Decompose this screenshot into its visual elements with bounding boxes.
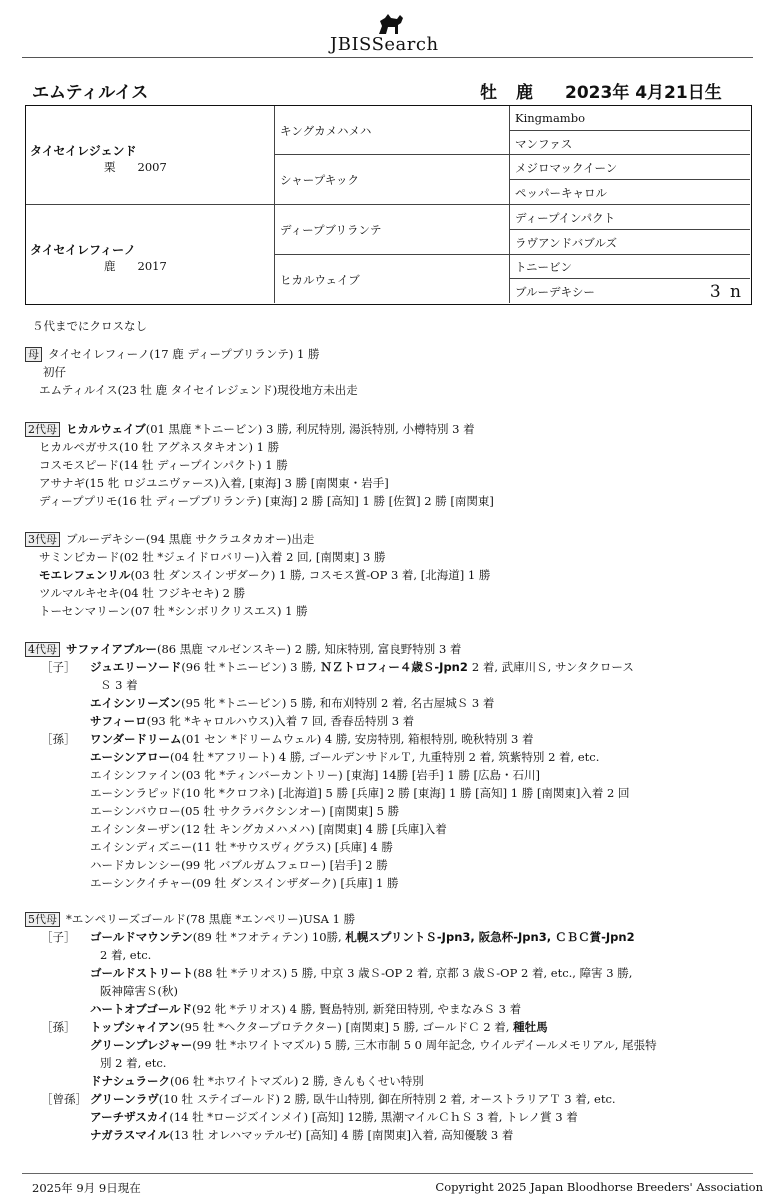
pedigree-table <box>25 105 752 305</box>
section-tag: 母 <box>25 347 42 362</box>
generation-label: ［子］ <box>41 660 76 674</box>
horse-sex: 牡 <box>480 83 497 103</box>
record-text: 別 2 着, etc. <box>100 1056 167 1070</box>
dam-section <box>25 345 755 399</box>
horse-link[interactable]: グリーンラヴ <box>90 1092 159 1106</box>
sire-year: 2007 <box>137 160 167 174</box>
horse-link[interactable]: アーチザスカイ <box>90 1110 170 1124</box>
pedigree-g3[interactable]: ブルーデキシー <box>515 285 595 299</box>
fifth-dam-section <box>25 910 755 1144</box>
list-item: アサナギ(15 牝 ロジユニヴァース)入着, [東海] 3 勝 [南関東・岩手] <box>39 476 389 490</box>
record-text: (14 牡 *ロージズインメイ) [高知] 12勝, 黒潮マイルＣｈＳ 3 着, トレノ賞 3 着 <box>169 1110 578 1124</box>
record-text: Ｓ 3 着 <box>100 678 138 692</box>
horse-birthdate: 2023年 4月21日生 <box>565 83 722 103</box>
list-item: サミンピカード(02 牡 *ジェイドロバリー)入着 2 回, [南関東] 3 勝 <box>39 550 386 564</box>
record-text: (13 牡 オレハマッテルゼ) [高知] 4 勝 [南関東]入着, 高知優駿 3 着 <box>169 1128 514 1142</box>
site-logo[interactable] <box>0 6 775 56</box>
pedigree-g2[interactable]: ヒカルウェイブ <box>280 273 360 287</box>
generation-label: ［子］ <box>41 930 76 944</box>
record-text: (99 牡 *ホワイトマズル) 5 勝, 三木市制 5 0 周年記念, ウイルデイールメモリアル, 尾張特 <box>192 1038 657 1052</box>
generation-label: ［曾孫］ <box>41 1092 87 1106</box>
stallion-mark: 種牡馬 <box>513 1020 548 1034</box>
cross-note: ５代までにクロスなし <box>32 319 147 333</box>
sire-color: 栗 <box>104 160 116 174</box>
sire-name[interactable]: タイセイレジェンド <box>30 144 137 158</box>
race-name: 札幌スプリントＳ-Jpn3, 阪急杯-Jpn3, ＣＢＣ賞-Jpn2 <box>345 930 635 944</box>
generation-label: ［孫］ <box>41 732 76 746</box>
list-item: エイシンディズニー(11 牡 *サウスヴィグラス) [兵庫] 4 勝 <box>90 840 393 854</box>
horse-logo-icon <box>376 12 406 36</box>
dam-year: 2017 <box>137 259 167 273</box>
horse-link[interactable]: ワンダードリーム <box>90 732 182 746</box>
horse-link[interactable]: トップシャイアン <box>90 1020 181 1034</box>
inbreed-mark: 3 n <box>709 282 743 302</box>
record-text: 2 着, etc. <box>100 948 152 962</box>
second-dam-section <box>25 420 755 510</box>
record-text: (03 牡 ダンスインザダーク) 1 勝, コスモス賞-OP 3 着, [北海道] 1 勝 <box>130 568 491 582</box>
list-item: ツルマルキセキ(04 牡 フジキセキ) 2 勝 <box>39 586 246 600</box>
record-text: (93 牝 *キャロルハウス)入着 7 回, 香春岳特別 3 着 <box>146 714 415 728</box>
record-text: (01 セン *ドリームウェル) 4 勝, 安房特別, 箱根特別, 晩秋特別 3 着 <box>181 732 534 746</box>
dam-line: 初仔 <box>43 365 66 379</box>
record-text: 阪神障害Ｓ(秋) <box>100 984 178 998</box>
pedigree-g3[interactable]: ディープインパクト <box>515 211 616 225</box>
pedigree-g3[interactable]: マンファス <box>515 137 573 151</box>
pedigree-g3[interactable]: メジロマックイーン <box>515 161 618 175</box>
pedigree-g3[interactable]: トニービン <box>515 260 573 274</box>
record-text: ブルーデキシー(94 黒鹿 サクラユタカオー)出走 <box>66 532 315 546</box>
horse-link[interactable]: ハートオブゴールド <box>90 1002 193 1016</box>
pedigree-g2[interactable]: シャープキック <box>280 173 360 187</box>
dam-line: エムティルイス(23 牡 鹿 タイセイレジェンド)現役地方未出走 <box>39 383 358 397</box>
list-item: コスモスピード(14 牡 ディープインパクト) 1 勝 <box>39 458 288 472</box>
record-text: (95 牡 *ヘクタープロテクター) [南関東] 5 勝, ゴールドＣ 2 着, <box>180 1020 514 1034</box>
list-item: エイシンファイン(03 牝 *ティンバーカントリー) [東海] 14勝 [岩手] 1 勝 [広島・石川] <box>90 768 540 782</box>
record-text: (04 牡 *アフリート) 4 勝, ゴールデンサドルＴ, 九重特別 2 着, 筑紫特別 2 着, etc. <box>169 750 600 764</box>
record-text: (06 牡 *ホワイトマズル) 2 勝, きんもくせい特別 <box>170 1074 424 1088</box>
race-name: ＮＺトロフィー４歳Ｓ-Jpn2 <box>316 660 472 674</box>
section-tag: 5代母 <box>25 912 60 927</box>
horse-title <box>32 78 752 102</box>
footer-date: 2025年 9月 9日現在 <box>32 1181 141 1195</box>
horse-link[interactable]: ヒカルウェイブ <box>66 422 146 436</box>
horse-link[interactable]: エーシンアロー <box>90 750 170 764</box>
list-item: トーセンマリーン(07 牡 *シンボリクリスエス) 1 勝 <box>39 604 308 618</box>
footer-copyright: Copyright 2025 Japan Bloodhorse Breeders' Association <box>435 1180 763 1194</box>
horse-link[interactable]: ゴールドストリート <box>90 966 194 980</box>
sire-cell <box>30 142 167 175</box>
horse-link[interactable]: サフィーロ <box>90 714 147 728</box>
record-text: *エンペリーズゴールド(78 黒鹿 *エンペリー)USA 1 勝 <box>66 912 356 926</box>
pedigree-g3[interactable]: Kingmambo <box>515 111 585 125</box>
dam-cell <box>30 241 167 274</box>
list-item: ヒカルペガサス(10 牡 アグネスタキオン) 1 勝 <box>39 440 280 454</box>
horse-link[interactable]: エイシンリーズン <box>90 696 182 710</box>
pedigree-g2[interactable]: ディープブリランテ <box>280 223 382 237</box>
horse-link[interactable]: ジュエリーソード <box>90 660 182 674</box>
record-text: (92 牝 *テリオス) 4 勝, 賢島特別, 新発田特別, やまなみＳ 3 着 <box>192 1002 522 1016</box>
list-item: エーシンバウロー(05 牡 サクラバクシンオー) [南関東] 5 勝 <box>90 804 400 818</box>
record-text: (01 黒鹿 *トニービン) 3 勝, 利尻特別, 湯浜特別, 小樽特別 3 着 <box>145 422 475 436</box>
record-text: (95 牝 *トニービン) 5 勝, 和布刈特別 2 着, 名古屋城Ｓ 3 着 <box>181 696 495 710</box>
horse-link[interactable]: グリーンプレジャー <box>90 1038 193 1052</box>
horse-link[interactable]: ゴールドマウンテン <box>90 930 193 944</box>
record-text: (88 牡 *テリオス) 5 勝, 中京 3 歳Ｓ-OP 2 着, 京都 3 歳Ｓ-OP 2 着, etc., 障害 3 勝, <box>193 966 633 980</box>
generation-label: ［孫］ <box>41 1020 76 1034</box>
list-item: エイシンターザン(12 牡 キングカメハメハ) [南関東] 4 勝 [兵庫]入着 <box>90 822 447 836</box>
footer-divider <box>22 1173 753 1174</box>
section-tag: 4代母 <box>25 642 60 657</box>
dam-name[interactable]: タイセイレフィーノ <box>30 243 136 257</box>
list-item: エーシンラピッド(10 牝 *クロフネ) [北海道] 5 勝 [兵庫] 2 勝 [東海] 1 勝 [高知] 1 勝 [南関東]入着 2 回 <box>90 786 630 800</box>
pedigree-g2[interactable]: キングカメハメハ <box>280 124 372 138</box>
list-item: ハードカレンシー(99 牝 バブルガムフェロー) [岩手] 2 勝 <box>90 858 388 872</box>
logo-text: JBISSearch <box>330 34 439 55</box>
record-text: (86 黒鹿 マルゼンスキー) 2 勝, 知床特別, 富良野特別 3 着 <box>156 642 462 656</box>
record-text: (96 牡 *トニービン) 3 勝, <box>181 660 317 674</box>
pedigree-g3[interactable]: ペッパーキャロル <box>515 186 607 200</box>
list-item: ディーププリモ(16 牡 ディープブリランテ) [東海] 2 勝 [高知] 1 勝 [佐賀] 2 勝 [南関東] <box>39 494 494 508</box>
horse-color: 鹿 <box>516 83 533 103</box>
horse-link[interactable]: サファイアブルー <box>66 642 157 656</box>
list-item: エーシンクイチャー(09 牡 ダンスインザダーク) [兵庫] 1 勝 <box>90 876 399 890</box>
section-tag: 3代母 <box>25 532 60 547</box>
horse-link[interactable]: ドナシュラーク <box>90 1074 171 1088</box>
horse-link[interactable]: ナガラスマイル <box>90 1128 170 1142</box>
horse-link[interactable]: モエレフェンリル <box>39 568 131 582</box>
third-dam-section <box>25 530 755 620</box>
section-tag: 2代母 <box>25 422 60 437</box>
pedigree-g3[interactable]: ラヴアンドバブルズ <box>515 236 618 250</box>
dam-color: 鹿 <box>104 259 116 273</box>
horse-name: エムティルイス <box>32 83 149 103</box>
record-text: 2 着, 武庫川Ｓ, サンタクロース <box>471 660 634 674</box>
record-text: (89 牡 *フオティテン) 10勝, <box>192 930 346 944</box>
header-divider <box>22 57 753 58</box>
record-text: (10 牡 ステイゴールド) 2 勝, 臥牛山特別, 御在所特別 2 着, オーストラリアＴ 3 着, etc. <box>158 1092 616 1106</box>
fourth-dam-section <box>25 640 755 892</box>
dam-line: タイセイレフィーノ(17 鹿 ディープブリランテ) 1 勝 <box>48 347 320 361</box>
